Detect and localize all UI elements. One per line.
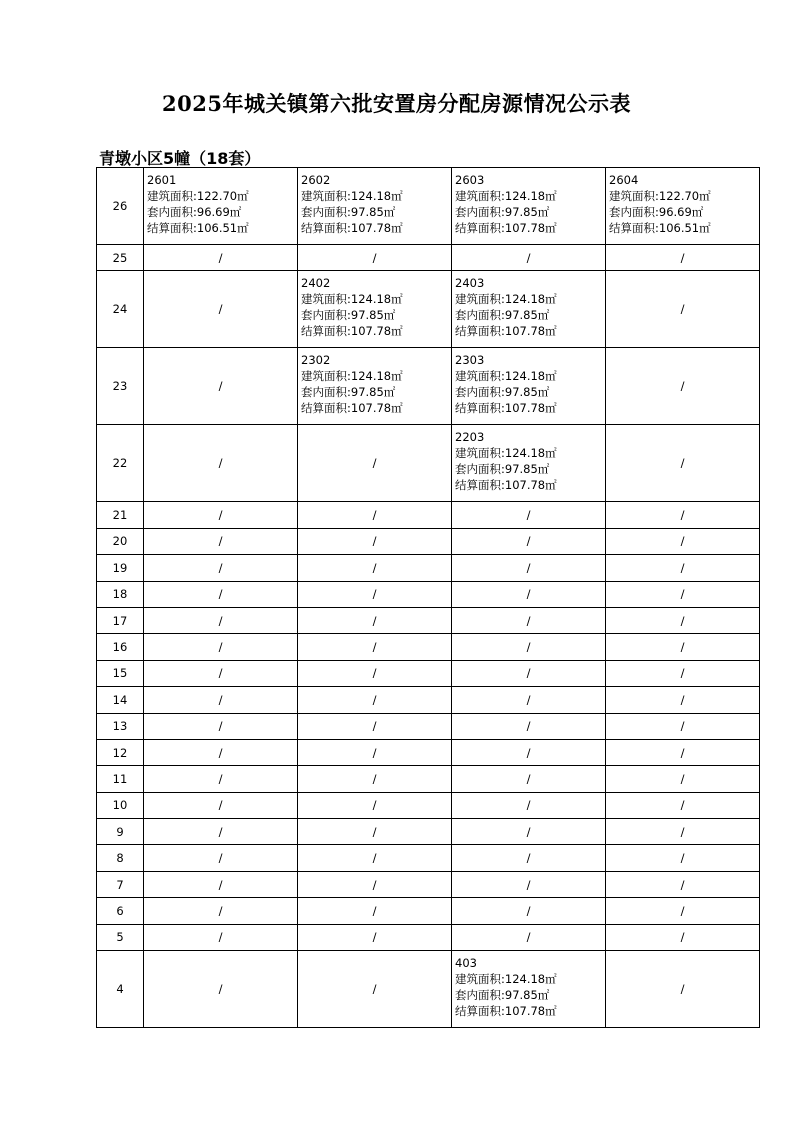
empty-unit-cell: / (606, 687, 760, 713)
floor-number: 15 (97, 660, 144, 686)
table-row (97, 739, 760, 765)
table-row (97, 634, 760, 660)
unit-number: 2604 (609, 173, 639, 187)
table-row (97, 687, 760, 713)
inner-area: 套内面积:97.85㎡ (455, 385, 550, 400)
floor-number: 19 (97, 555, 144, 581)
settlement-area: 结算面积:107.78㎡ (455, 221, 557, 235)
empty-unit-cell: / (606, 951, 760, 1028)
empty-unit-cell: / (298, 502, 452, 528)
building-area: 建筑面积:122.70㎡ (147, 189, 249, 203)
empty-unit-cell: / (144, 687, 298, 713)
table-row (97, 555, 760, 581)
table-row (97, 845, 760, 871)
settlement-area: 结算面积:107.78㎡ (455, 401, 557, 416)
floor-number: 7 (97, 871, 144, 897)
empty-unit-cell: / (144, 898, 298, 924)
floor-number: 4 (97, 951, 144, 1028)
empty-unit-cell: / (144, 660, 298, 686)
empty-unit-cell: / (606, 502, 760, 528)
empty-unit-cell: / (452, 581, 606, 607)
empty-unit-cell: / (298, 581, 452, 607)
empty-unit-cell: / (298, 713, 452, 739)
empty-unit-cell: / (298, 739, 452, 765)
empty-unit-cell: / (606, 739, 760, 765)
table-row (97, 819, 760, 845)
floor-number: 10 (97, 792, 144, 818)
empty-unit-cell: / (144, 528, 298, 554)
inner-area: 套内面积:97.85㎡ (301, 308, 396, 323)
empty-unit-cell: / (298, 819, 452, 845)
building-area: 建筑面积:124.18㎡ (455, 369, 557, 384)
empty-unit-cell: / (144, 607, 298, 633)
floor-number: 17 (97, 607, 144, 633)
empty-unit-cell: / (452, 898, 606, 924)
inner-area: 套内面积:97.85㎡ (455, 988, 550, 1003)
table-row (97, 871, 760, 897)
table-row (97, 245, 760, 271)
empty-unit-cell: / (452, 660, 606, 686)
empty-unit-cell: / (452, 713, 606, 739)
empty-unit-cell: / (144, 502, 298, 528)
empty-unit-cell: / (452, 634, 606, 660)
table-row (97, 660, 760, 686)
table-row (97, 168, 760, 245)
empty-unit-cell: / (606, 607, 760, 633)
empty-unit-cell: / (298, 425, 452, 502)
inner-area: 套内面积:96.69㎡ (609, 205, 704, 219)
table-row (97, 951, 760, 1028)
unit-number: 2603 (455, 173, 485, 187)
empty-unit-cell: / (452, 555, 606, 581)
empty-unit-cell: / (144, 792, 298, 818)
floor-number: 6 (97, 898, 144, 924)
inner-area: 套内面积:96.69㎡ (147, 205, 242, 219)
empty-unit-cell: / (606, 924, 760, 950)
floor-number: 23 (97, 348, 144, 425)
empty-unit-cell: / (606, 898, 760, 924)
empty-unit-cell: / (144, 348, 298, 425)
floor-number: 26 (97, 168, 144, 245)
empty-unit-cell: / (606, 634, 760, 660)
unit-cell (606, 168, 760, 245)
empty-unit-cell: / (606, 348, 760, 425)
empty-unit-cell: / (298, 845, 452, 871)
empty-unit-cell: / (452, 871, 606, 897)
empty-unit-cell: / (606, 271, 760, 348)
settlement-area: 结算面积:107.78㎡ (301, 324, 403, 339)
empty-unit-cell: / (298, 871, 452, 897)
empty-unit-cell: / (144, 555, 298, 581)
empty-unit-cell: / (606, 581, 760, 607)
settlement-area: 结算面积:107.78㎡ (455, 324, 557, 339)
unit-cell (298, 271, 452, 348)
empty-unit-cell: / (144, 425, 298, 502)
table-row (97, 924, 760, 950)
building-area: 建筑面积:124.18㎡ (301, 189, 403, 203)
empty-unit-cell: / (452, 819, 606, 845)
empty-unit-cell: / (144, 766, 298, 792)
empty-unit-cell: / (144, 871, 298, 897)
table-row (97, 271, 760, 348)
empty-unit-cell: / (606, 425, 760, 502)
empty-unit-cell: / (452, 687, 606, 713)
empty-unit-cell: / (606, 845, 760, 871)
building-area: 建筑面积:124.18㎡ (301, 292, 403, 307)
empty-unit-cell: / (144, 713, 298, 739)
settlement-area: 结算面积:107.78㎡ (455, 1004, 557, 1019)
unit-cell (452, 425, 606, 502)
empty-unit-cell: / (606, 819, 760, 845)
inner-area: 套内面积:97.85㎡ (455, 308, 550, 323)
empty-unit-cell: / (452, 845, 606, 871)
table-row (97, 528, 760, 554)
unit-cell (452, 271, 606, 348)
empty-unit-cell: / (144, 819, 298, 845)
settlement-area: 结算面积:107.78㎡ (455, 478, 557, 493)
table-row (97, 766, 760, 792)
empty-unit-cell: / (298, 607, 452, 633)
table-row (97, 502, 760, 528)
unit-number: 2203 (455, 430, 485, 445)
building-area: 建筑面积:124.18㎡ (455, 446, 557, 461)
empty-unit-cell: / (452, 924, 606, 950)
empty-unit-cell: / (298, 555, 452, 581)
building-area: 建筑面积:124.18㎡ (455, 972, 557, 987)
empty-unit-cell: / (298, 898, 452, 924)
floor-number: 14 (97, 687, 144, 713)
building-area: 建筑面积:124.18㎡ (455, 292, 557, 307)
table-row (97, 425, 760, 502)
table-row (97, 581, 760, 607)
empty-unit-cell: / (606, 660, 760, 686)
unit-cell (452, 348, 606, 425)
table-row (97, 713, 760, 739)
floor-number: 8 (97, 845, 144, 871)
settlement-area: 结算面积:106.51㎡ (609, 221, 711, 235)
page-title: 2025年城关镇第六批安置房分配房源情况公示表 (162, 91, 631, 116)
unit-number: 2601 (147, 173, 177, 187)
empty-unit-cell: / (298, 245, 452, 271)
settlement-area: 结算面积:107.78㎡ (301, 401, 403, 416)
empty-unit-cell: / (144, 581, 298, 607)
empty-unit-cell: / (606, 528, 760, 554)
empty-unit-cell: / (298, 792, 452, 818)
empty-unit-cell: / (606, 245, 760, 271)
floor-number: 13 (97, 713, 144, 739)
table-row (97, 898, 760, 924)
unit-number: 2402 (301, 276, 331, 291)
empty-unit-cell: / (298, 687, 452, 713)
unit-number: 2602 (301, 173, 331, 187)
empty-unit-cell: / (452, 792, 606, 818)
empty-unit-cell: / (452, 502, 606, 528)
building-subtitle: 青墩小区5幢（18套） (99, 149, 261, 168)
empty-unit-cell: / (144, 739, 298, 765)
table-body (97, 168, 760, 1028)
empty-unit-cell: / (452, 607, 606, 633)
building-area: 建筑面积:122.70㎡ (609, 189, 711, 203)
unit-cell (298, 168, 452, 245)
floor-number: 25 (97, 245, 144, 271)
empty-unit-cell: / (144, 924, 298, 950)
empty-unit-cell: / (606, 792, 760, 818)
empty-unit-cell: / (298, 528, 452, 554)
inner-area: 套内面积:97.85㎡ (301, 205, 396, 219)
empty-unit-cell: / (606, 555, 760, 581)
empty-unit-cell: / (606, 871, 760, 897)
unit-number: 403 (455, 956, 477, 971)
empty-unit-cell: / (298, 660, 452, 686)
empty-unit-cell: / (606, 766, 760, 792)
empty-unit-cell: / (452, 739, 606, 765)
empty-unit-cell: / (606, 713, 760, 739)
floor-number: 20 (97, 528, 144, 554)
unit-cell (452, 951, 606, 1028)
unit-number: 2303 (455, 353, 485, 368)
empty-unit-cell: / (144, 634, 298, 660)
floor-number: 24 (97, 271, 144, 348)
building-area: 建筑面积:124.18㎡ (301, 369, 403, 384)
empty-unit-cell: / (452, 528, 606, 554)
floor-number: 18 (97, 581, 144, 607)
floor-number: 9 (97, 819, 144, 845)
empty-unit-cell: / (298, 766, 452, 792)
floor-number: 5 (97, 924, 144, 950)
settlement-area: 结算面积:107.78㎡ (301, 221, 403, 235)
housing-allocation-table (96, 167, 760, 1028)
unit-cell (298, 348, 452, 425)
unit-cell (452, 168, 606, 245)
unit-cell (144, 168, 298, 245)
settlement-area: 结算面积:106.51㎡ (147, 221, 249, 235)
empty-unit-cell: / (144, 271, 298, 348)
floor-number: 12 (97, 739, 144, 765)
table-row (97, 348, 760, 425)
empty-unit-cell: / (298, 634, 452, 660)
empty-unit-cell: / (144, 245, 298, 271)
inner-area: 套内面积:97.85㎡ (301, 385, 396, 400)
inner-area: 套内面积:97.85㎡ (455, 462, 550, 477)
floor-number: 16 (97, 634, 144, 660)
empty-unit-cell: / (452, 245, 606, 271)
unit-number: 2302 (301, 353, 331, 368)
empty-unit-cell: / (144, 845, 298, 871)
floor-number: 21 (97, 502, 144, 528)
floor-number: 11 (97, 766, 144, 792)
floor-number: 22 (97, 425, 144, 502)
empty-unit-cell: / (144, 951, 298, 1028)
table-row (97, 607, 760, 633)
unit-number: 2403 (455, 276, 485, 291)
building-area: 建筑面积:124.18㎡ (455, 189, 557, 203)
table-row (97, 792, 760, 818)
empty-unit-cell: / (452, 766, 606, 792)
inner-area: 套内面积:97.85㎡ (455, 205, 550, 219)
empty-unit-cell: / (298, 951, 452, 1028)
empty-unit-cell: / (298, 924, 452, 950)
